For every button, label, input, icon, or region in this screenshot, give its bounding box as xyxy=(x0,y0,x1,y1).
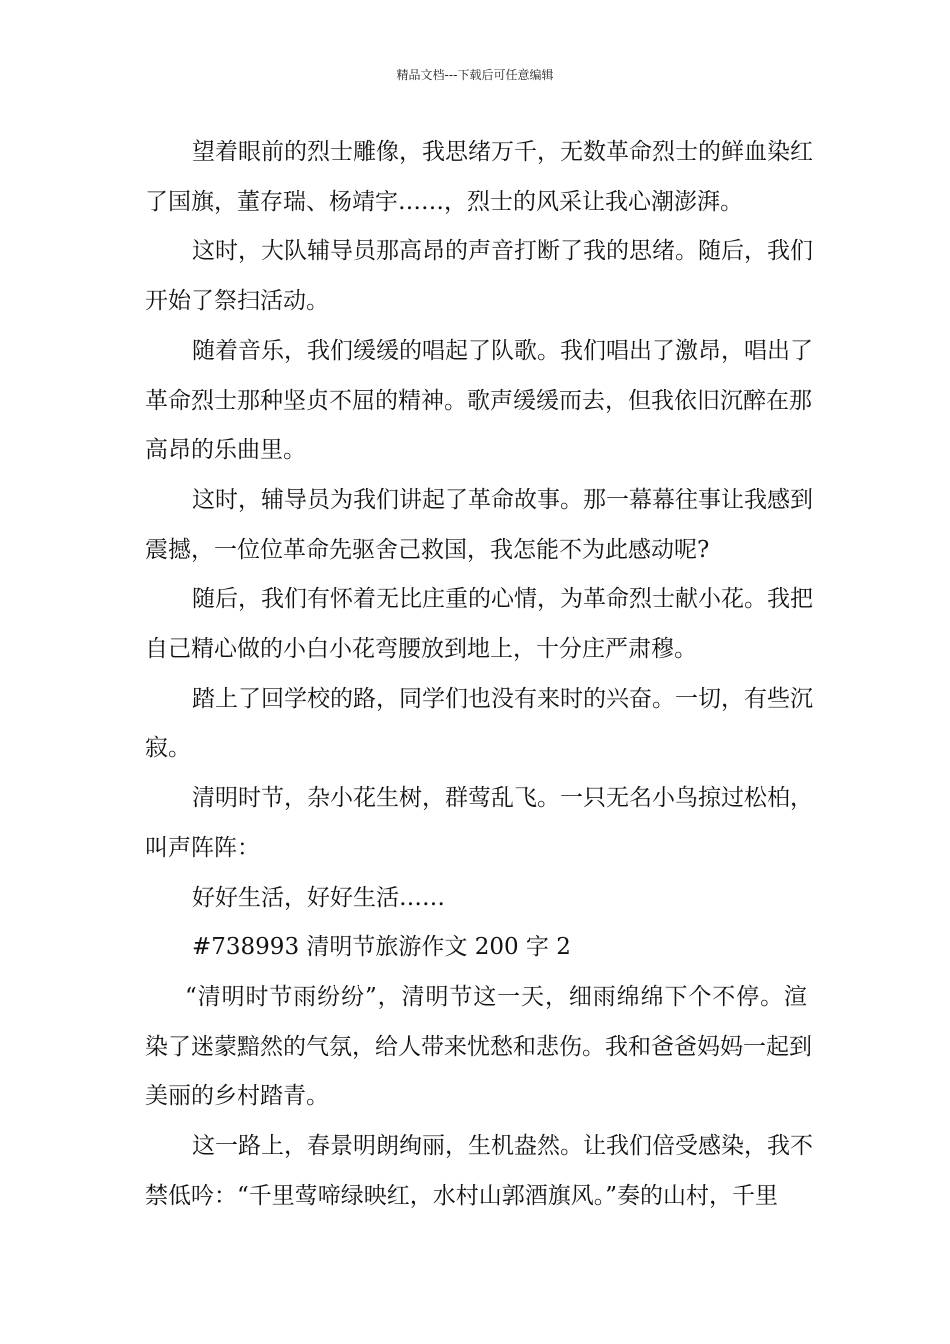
text-line: “清明时节雨纷纷”，清明节这一天，细雨绵绵下个不停。渲 xyxy=(185,983,807,1010)
section-title-line: #738993 清明节旅游作文 200 字 2 xyxy=(192,934,571,961)
document-header: 精品文档---下载后可任意编辑 xyxy=(396,68,554,82)
text-line: 随着音乐，我们缓缓的唱起了队歌。我们唱出了激昂，唱出了 xyxy=(192,337,813,364)
text-line: 染了迷蒙黯然的气氛，给人带来忧愁和悲伤。我和爸爸妈妈一起到 xyxy=(145,1033,812,1060)
text-line: 革命烈士那种坚贞不屈的精神。歌声缓缓而去，但我依旧沉醉在那 xyxy=(145,387,812,414)
text-line: 美丽的乡村踏青。 xyxy=(145,1083,329,1110)
text-line: 这时，辅导员为我们讲起了革命故事。那一幕幕往事让我感到 xyxy=(192,486,813,513)
text-line: 好好生活，好好生活…… xyxy=(192,884,445,911)
text-line: 随后，我们有怀着无比庄重的心情，为革命烈士献小花。我把 xyxy=(192,586,813,613)
text-line: 寂。 xyxy=(145,735,191,762)
text-line: 高昂的乐曲里。 xyxy=(145,437,306,464)
text-line: 踏上了回学校的路，同学们也没有来时的兴奋。一切，有些沉 xyxy=(192,685,813,712)
text-line: 了国旗，董存瑞、杨靖宇……，烈士的风采让我心潮澎湃。 xyxy=(145,188,743,215)
text-line: 清明时节，杂小花生树，群莺乱飞。一只无名小鸟掠过松柏， xyxy=(192,785,813,812)
text-line: 开始了祭扫活动。 xyxy=(145,288,329,315)
text-line: 禁低吟：“千里莺啼绿映红，水村山郭酒旗风。”奏的山村，千里 xyxy=(145,1182,779,1209)
text-line: 这时，大队辅导员那高昂的声音打断了我的思绪。随后，我们 xyxy=(192,238,813,265)
text-line: 叫声阵阵： xyxy=(145,834,260,861)
text-line: 望着眼前的烈士雕像，我思绪万千，无数革命烈士的鲜血染红 xyxy=(192,139,813,165)
text-line: 这一路上，春景明朗绚丽，生机盎然。让我们倍受感染，我不 xyxy=(192,1133,813,1159)
text-line: 震撼，一位位革命先驱舍己救国，我怎能不为此感动呢? xyxy=(145,536,710,563)
text-line: 自己精心做的小白小花弯腰放到地上，十分庄严肃穆。 xyxy=(145,636,697,662)
